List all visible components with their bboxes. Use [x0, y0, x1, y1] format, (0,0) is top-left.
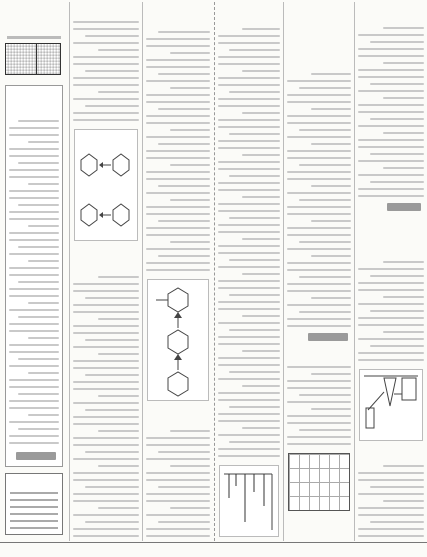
- question-text-block: [73, 16, 139, 121]
- right-page-column-2: [70, 2, 142, 541]
- question-text-block: [287, 68, 351, 327]
- molecule-structure-icon: [148, 280, 208, 400]
- spectrum-chart: [219, 465, 279, 537]
- column-divider: [69, 2, 70, 541]
- essay-column: [5, 85, 63, 467]
- right-page-column-3: [0, 2, 69, 541]
- question-text-block: [146, 425, 210, 537]
- page-header-bar: [0, 542, 427, 557]
- essay-title: [16, 452, 56, 460]
- section-heading: [387, 203, 421, 211]
- molecule-structure-icon: [75, 130, 137, 240]
- left-page-column-3: [215, 2, 283, 541]
- column-divider: [142, 2, 143, 541]
- left-page: [214, 2, 427, 541]
- lab-apparatus-diagram: [359, 369, 423, 441]
- data-table: [288, 453, 350, 511]
- question-text-block: [358, 460, 424, 537]
- spectrum-plot: [220, 466, 278, 536]
- qr-code-icon: [5, 43, 37, 75]
- section-heading: [308, 333, 348, 341]
- question-text-block: [146, 26, 210, 271]
- question-text-block: [218, 23, 280, 457]
- column-divider: [354, 2, 355, 541]
- right-page: [0, 2, 213, 541]
- reaction-scheme-diagram: [74, 129, 138, 241]
- essay-text-block: [9, 115, 59, 444]
- left-page-column-1: [355, 2, 427, 541]
- right-page-column-1: [143, 2, 213, 541]
- lab-apparatus-icon: [360, 370, 422, 440]
- question-text-block: [358, 22, 424, 197]
- question-text-block: [358, 256, 424, 361]
- editor-info-box: [5, 473, 63, 535]
- question-text-block: [287, 361, 351, 445]
- qr-caption: [7, 36, 61, 39]
- column-divider: [283, 2, 284, 541]
- question-text-block: [73, 271, 139, 537]
- left-page-column-2: [284, 2, 354, 541]
- reaction-scheme-diagram: [147, 279, 209, 401]
